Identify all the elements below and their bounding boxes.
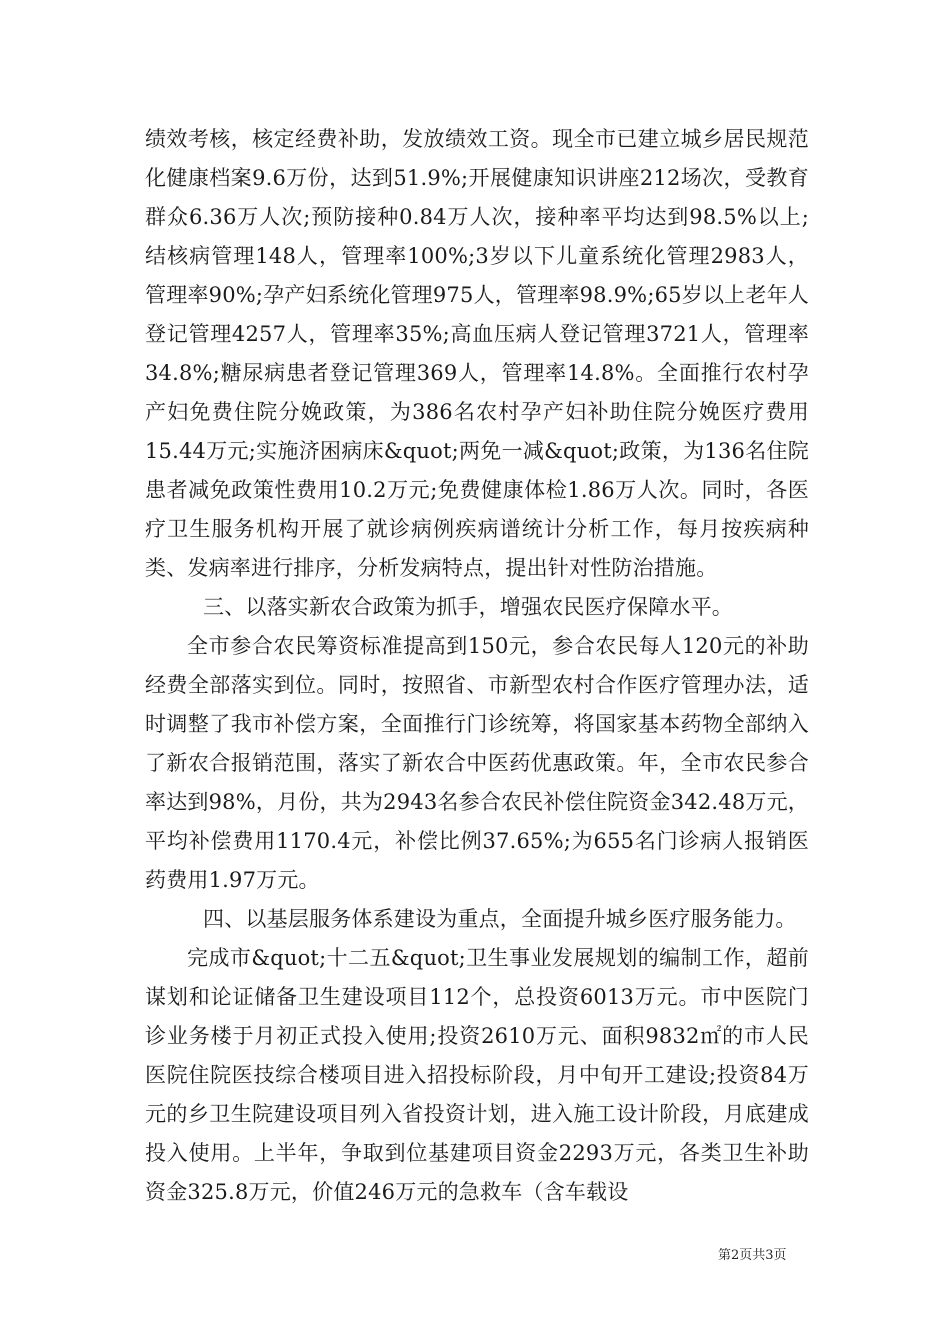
- document-body: [145, 120, 809, 1212]
- paragraph-rural-cooperative-medical: 全市参合农民筹资标准提高到150元，参合农民每人120元的补助经费全部落实到位。同时，按照省、市新型农村合作医疗管理办法，适时调整了我市补偿方案，全面推行门诊统筹，将国家基本药物全部纳入了新农合报销范围，落实了新农合中医药优惠政策。年，全市农民参合率达到98%，月份，共为2943名参合农民补偿住院资金342.48万元，平均补偿费用1170.4元，补偿比例37.65%;为655名门诊病人报销医药费用1.97万元。: [145, 634, 809, 892]
- paragraph-infrastructure-construction: 完成市&quot;十二五&quot;卫生事业发展规划的编制工作，超前谋划和论证储备卫生建设项目112个，总投资6013万元。市中医院门诊业务楼于月初正式投入使用;投资2610万元、面积9832㎡的市人民医院住院医技综合楼项目进入招投标阶段，月中旬开工建设;投资84万元的乡卫生院建设项目列入省投资计划，进入施工设计阶段，月底建成投入使用。上半年，争取到位基建项目资金2293万元，各类卫生补助资金325.8万元，价值246万元的急救车（含车载设: [145, 946, 809, 1204]
- page-number-text: 第2页共3页: [718, 1248, 787, 1263]
- section-heading-four: 四、以基层服务体系建设为重点，全面提升城乡医疗服务能力。: [203, 907, 797, 931]
- section-heading-three: 三、以落实新农合政策为抓手，增强农民医疗保障水平。: [203, 595, 733, 619]
- paragraph-health-management: 绩效考核，核定经费补助，发放绩效工资。现全市已建立城乡居民规范化健康档案9.6万份，达到51.9%;开展健康知识讲座212场次，受教育群众6.36万人次;预防接种0.84万人次，接种率平均达到98.5%以上;结核病管理148人，管理率100%;3岁以下儿童系统化管理2983人，管理率90%;孕产妇系统化管理975人，管理率98.9%;65岁以上老年人登记管理4257人，管理率35%;高血压病人登记管理3721人，管理率34.8%;糖尿病患者登记管理369人，管理率14.8%。全面推行农村孕产妇免费住院分娩政策，为386名农村孕产妇补助住院分娩医疗费用15.44万元;实施济困病床&quot;两免一减&quot;政策，为136名住院患者减免政策性费用10.2万元;免费健康体检1.86万人次。同时，各医疗卫生服务机构开展了就诊病例疾病谱统计分析工作，每月按疾病种类、发病率进行排序，分析发病特点，提出针对性防治措施。: [145, 127, 809, 580]
- page-number-footer: [718, 1247, 787, 1265]
